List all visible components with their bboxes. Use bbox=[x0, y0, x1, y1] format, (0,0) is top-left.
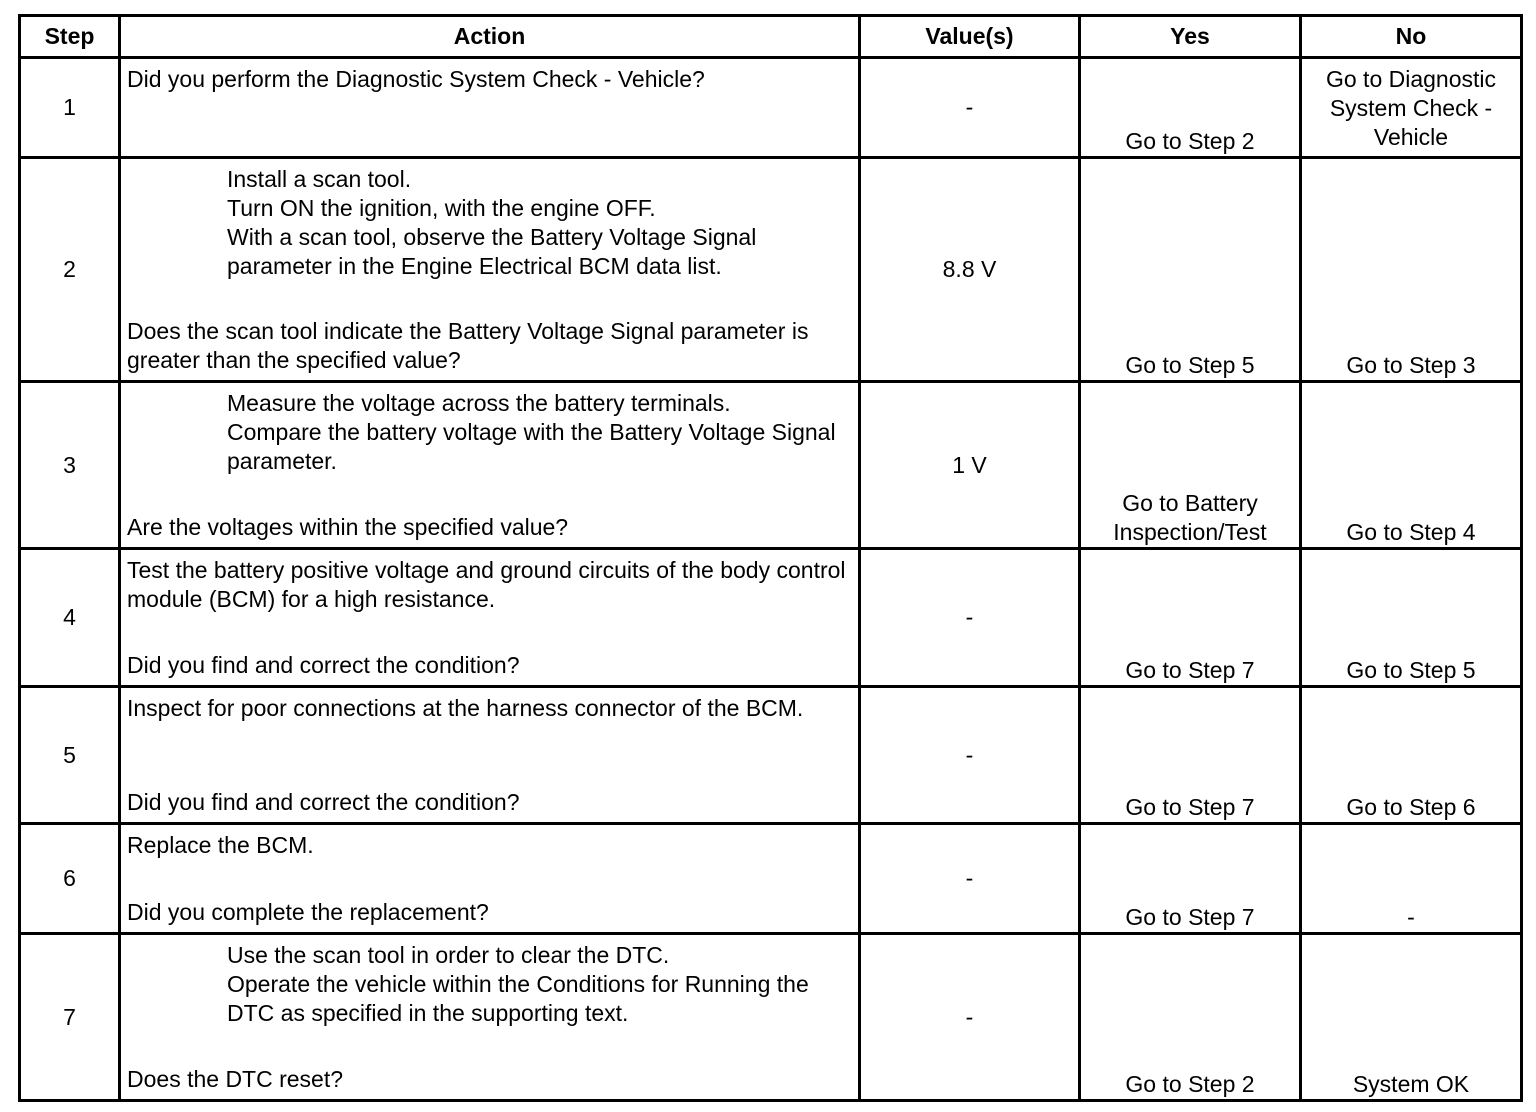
action-instructions bbox=[127, 389, 852, 476]
step-number: 7 bbox=[20, 934, 120, 1101]
yes-cell: Go to Step 2 bbox=[1080, 58, 1301, 158]
no-cell: Go to Step 4 bbox=[1301, 382, 1522, 549]
table-row bbox=[20, 549, 1522, 687]
step-number: 1 bbox=[20, 58, 120, 158]
action-cell bbox=[120, 58, 860, 158]
action-cell bbox=[120, 382, 860, 549]
action-question: Did you find and correct the condition? bbox=[127, 789, 520, 815]
action-instruction: Use the scan tool in order to clear the DTC. bbox=[227, 942, 670, 968]
header-no: No bbox=[1301, 16, 1522, 58]
header-action: Action bbox=[120, 16, 860, 58]
step-number: 5 bbox=[20, 687, 120, 824]
yes-cell: Go to Step 2 bbox=[1080, 934, 1301, 1101]
no-cell: Go to Step 3 bbox=[1301, 158, 1522, 382]
value-cell: - bbox=[860, 687, 1080, 824]
table-row bbox=[20, 824, 1522, 934]
action-instructions bbox=[127, 165, 852, 281]
action-instruction: Install a scan tool. bbox=[227, 166, 412, 192]
step-number: 2 bbox=[20, 158, 120, 382]
no-cell: System OK bbox=[1301, 934, 1522, 1101]
header-values: Value(s) bbox=[860, 16, 1080, 58]
action-instruction: Test the battery positive voltage and ground circuits of the body control module (BCM) for a high resistance. bbox=[127, 557, 846, 612]
value-cell: - bbox=[860, 549, 1080, 687]
value-cell: 1 V bbox=[860, 382, 1080, 549]
action-instruction: Inspect for poor connections at the harness connector of the BCM. bbox=[127, 695, 804, 721]
step-number: 3 bbox=[20, 382, 120, 549]
action-question: Does the scan tool indicate the Battery Voltage Signal parameter is greater than the specified value? bbox=[127, 318, 809, 373]
table-row bbox=[20, 934, 1522, 1101]
value-cell: 8.8 V bbox=[860, 158, 1080, 382]
action-instruction: Operate the vehicle within the Conditions for Running the DTC as specified in the supporting text. bbox=[227, 971, 809, 1026]
table-row bbox=[20, 158, 1522, 382]
action-instruction: With a scan tool, observe the Battery Voltage Signal parameter in the Engine Electrical BCM data list. bbox=[227, 224, 757, 279]
step-number: 4 bbox=[20, 549, 120, 687]
table-row bbox=[20, 687, 1522, 824]
yes-cell: Go to Step 7 bbox=[1080, 824, 1301, 934]
action-question: Did you complete the replacement? bbox=[127, 899, 489, 925]
no-cell: Go to Step 5 bbox=[1301, 549, 1522, 687]
action-instructions bbox=[127, 941, 852, 1028]
action-cell bbox=[120, 934, 860, 1101]
no-cell: - bbox=[1301, 824, 1522, 934]
action-instruction: Replace the BCM. bbox=[127, 832, 314, 858]
yes-cell: Go to Step 7 bbox=[1080, 687, 1301, 824]
action-cell bbox=[120, 824, 860, 934]
value-cell: - bbox=[860, 58, 1080, 158]
action-question: Does the DTC reset? bbox=[127, 1066, 344, 1092]
header-row bbox=[20, 16, 1522, 58]
diagnostic-table bbox=[18, 14, 1523, 1102]
yes-cell: Go to Step 5 bbox=[1080, 158, 1301, 382]
no-cell: Go to Diagnostic System Check - Vehicle bbox=[1301, 58, 1522, 158]
action-question: Are the voltages within the specified value? bbox=[127, 514, 569, 540]
table-row bbox=[20, 58, 1522, 158]
yes-cell: Go to Battery Inspection/Test bbox=[1080, 382, 1301, 549]
action-cell bbox=[120, 687, 860, 824]
action-cell bbox=[120, 549, 860, 687]
value-cell: - bbox=[860, 934, 1080, 1101]
action-question: Did you find and correct the condition? bbox=[127, 652, 520, 678]
table-row bbox=[20, 382, 1522, 549]
action-instruction: Turn ON the ignition, with the engine OFF. bbox=[227, 195, 656, 221]
header-yes: Yes bbox=[1080, 16, 1301, 58]
step-number: 6 bbox=[20, 824, 120, 934]
yes-cell: Go to Step 7 bbox=[1080, 549, 1301, 687]
no-cell: Go to Step 6 bbox=[1301, 687, 1522, 824]
action-instruction: Compare the battery voltage with the Battery Voltage Signal parameter. bbox=[227, 419, 836, 474]
value-cell: - bbox=[860, 824, 1080, 934]
action-cell bbox=[120, 158, 860, 382]
header-step: Step bbox=[20, 16, 120, 58]
action-instruction: Measure the voltage across the battery terminals. bbox=[227, 390, 731, 416]
action-question: Did you perform the Diagnostic System Check - Vehicle? bbox=[127, 66, 705, 92]
